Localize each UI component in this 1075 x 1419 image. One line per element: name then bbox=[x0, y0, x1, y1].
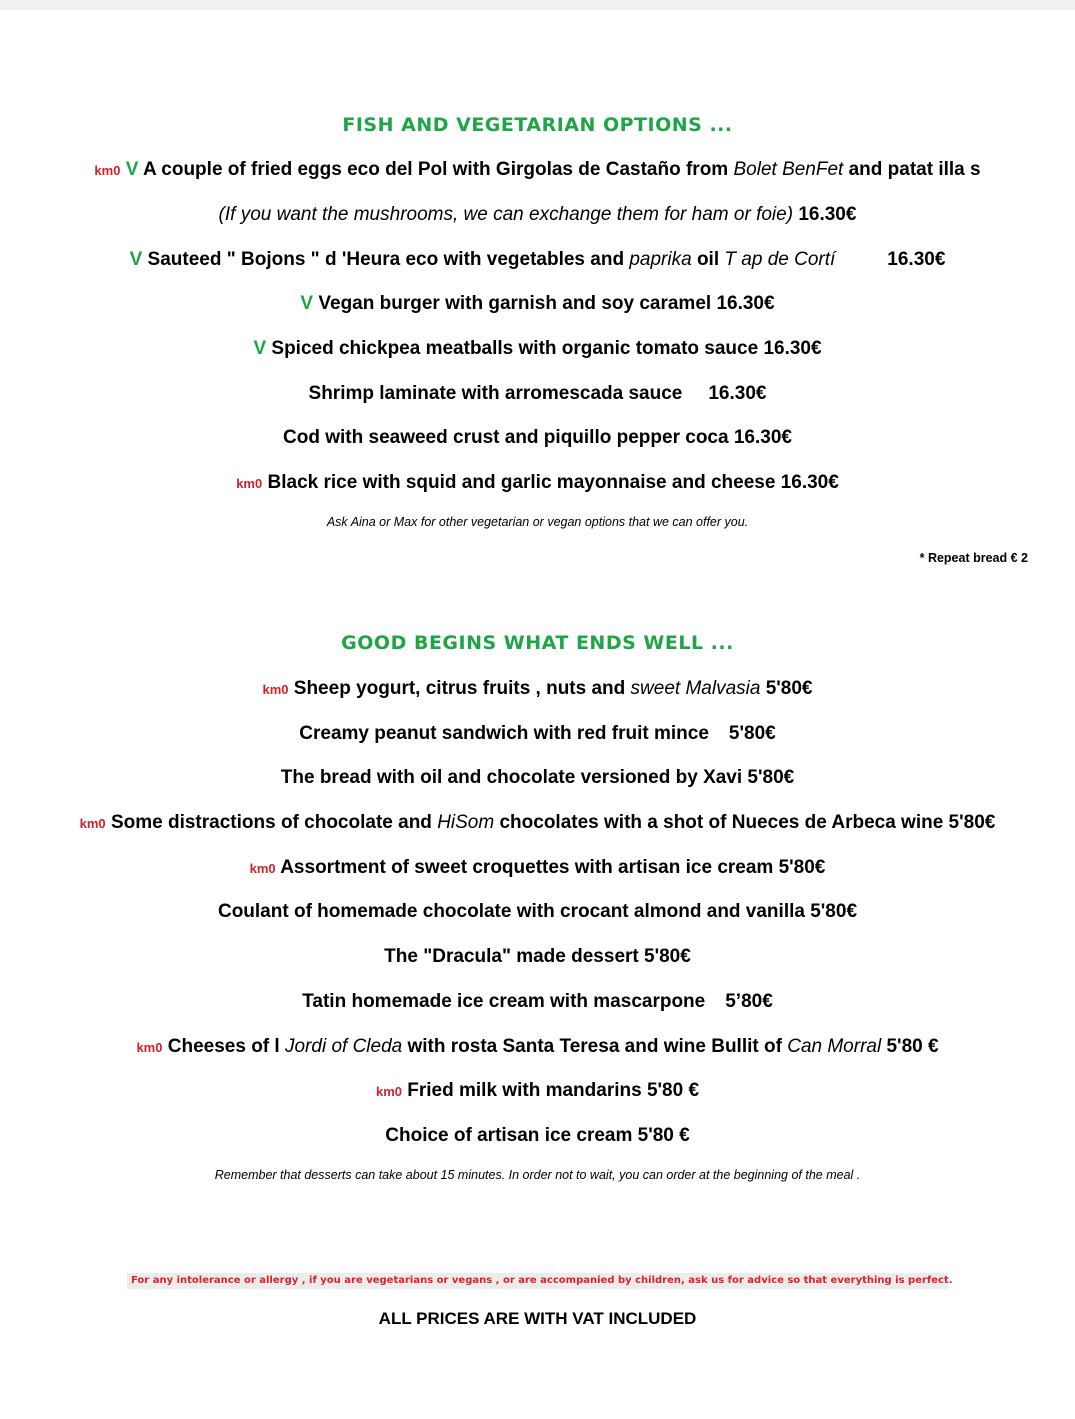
km0-badge: km0 bbox=[236, 476, 263, 491]
menu-item-cheeses bbox=[0, 1035, 1075, 1060]
vegetarian-mark: V bbox=[125, 159, 139, 180]
item-italic: sweet Malvasia bbox=[630, 678, 761, 699]
item-text: Spiced chickpea meatballs with organic tomato sauce 16.30€ bbox=[266, 338, 822, 359]
menu-item-bread-chocolate bbox=[0, 766, 1075, 790]
vegetarian-mark: V bbox=[129, 249, 143, 270]
item-text: Creamy peanut sandwich with red fruit mince bbox=[299, 723, 709, 744]
vegetarian-options-note: Ask Aina or Max for other vegetarian or vegan options that we can offer you. bbox=[326, 515, 749, 529]
item-text: The "Dracula" made dessert 5'80€ bbox=[384, 946, 691, 967]
menu-item-coulant bbox=[0, 900, 1075, 924]
item-italic: Bolet BenFet bbox=[733, 159, 844, 180]
top-strip bbox=[0, 0, 1075, 10]
menu-item-sweet-croquettes bbox=[0, 856, 1075, 881]
vat-notice: ALL PRICES ARE WITH VAT INCLUDED bbox=[378, 1309, 697, 1328]
menu-item-peanut-sandwich bbox=[0, 722, 1075, 746]
item-italic: Can Morral bbox=[787, 1036, 882, 1057]
menu-item-tatin bbox=[0, 990, 1075, 1014]
menu-item-bojons bbox=[0, 248, 1075, 272]
item-italic: HiSom bbox=[437, 812, 495, 833]
item-text: Tatin homemade ice cream with mascarpone bbox=[302, 991, 706, 1012]
item-text: Cod with seaweed crust and piquillo pepper coca 16.30€ bbox=[283, 427, 792, 448]
item-text: Some distractions of chocolate and bbox=[105, 812, 438, 833]
fish-section-heading: FISH AND VEGETARIAN OPTIONS ... bbox=[342, 114, 733, 136]
item-price: 5'80 € bbox=[881, 1036, 939, 1057]
menu-item-sheep-yogurt bbox=[0, 677, 1075, 702]
item-text: Coulant of homemade chocolate with crocant almond and vanilla 5'80€ bbox=[217, 901, 858, 922]
menu-item-shrimp bbox=[0, 382, 1075, 406]
dessert-wait-note: Remember that desserts can take about 15 minutes. In order not to wait, you can order at the beginning of the meal . bbox=[214, 1168, 861, 1182]
menu-item-mushroom-note bbox=[0, 203, 1075, 227]
item-price: 16.30€ bbox=[793, 204, 857, 225]
item-text: The bread with oil and chocolate versioned by Xavi 5'80€ bbox=[280, 767, 795, 788]
item-italic: Jordi of Cleda bbox=[284, 1036, 403, 1057]
allergy-notice: For any intolerance or allergy , if you are vegetarians or vegans , or are accompanied by children, ask us for advice so that everything is perfect. bbox=[127, 1273, 948, 1289]
km0-badge: km0 bbox=[94, 163, 121, 178]
item-price: 5'80€ bbox=[760, 678, 813, 699]
menu-item-fried-eggs bbox=[0, 158, 1075, 183]
menu-item-black-rice bbox=[0, 471, 1075, 496]
dessert-section-heading: GOOD BEGINS WHAT ENDS WELL ... bbox=[341, 632, 734, 654]
item-text: Shrimp laminate with arromescada sauce bbox=[308, 383, 683, 404]
vegetarian-mark: V bbox=[300, 293, 314, 314]
menu-item-chocolate-distractions bbox=[0, 811, 1075, 836]
menu-item-cod bbox=[0, 426, 1075, 450]
item-price: 5’80€ bbox=[725, 991, 773, 1012]
item-text: Vegan burger with garnish and soy caramel 16.30€ bbox=[313, 293, 775, 314]
menu-item-vegan-burger bbox=[0, 292, 1075, 316]
item-italic: (If you want the mushrooms, we can exchange them for ham or foie) bbox=[218, 204, 794, 225]
item-price: 16.30€ bbox=[708, 383, 767, 404]
km0-badge: km0 bbox=[136, 1040, 163, 1055]
km0-badge: km0 bbox=[249, 861, 276, 876]
item-text: Fried milk with mandarins 5'80 € bbox=[402, 1080, 700, 1101]
menu-item-dracula bbox=[0, 945, 1075, 969]
item-text: Choice of artisan ice cream 5'80 € bbox=[385, 1125, 690, 1146]
km0-badge: km0 bbox=[375, 1084, 402, 1099]
vegetarian-mark: V bbox=[253, 338, 267, 359]
repeat-bread-note: * Repeat bread € 2 bbox=[919, 551, 1028, 565]
item-price: 16.30€ bbox=[887, 249, 946, 270]
item-text: Black rice with squid and garlic mayonnaise and cheese 16.30€ bbox=[262, 472, 839, 493]
item-price: 5'80€ bbox=[728, 723, 776, 744]
item-italic: T ap de Cortí bbox=[724, 249, 836, 270]
item-text: Sheep yogurt, citrus fruits , nuts and bbox=[288, 678, 631, 699]
item-text: oil bbox=[691, 249, 725, 270]
menu-item-chickpea-meatballs bbox=[0, 337, 1075, 361]
menu-item-fried-milk bbox=[0, 1079, 1075, 1104]
item-text: Cheeses of l bbox=[162, 1036, 285, 1057]
item-text-tail: and patat illa s bbox=[843, 159, 981, 180]
item-text: Assortment of sweet croquettes with artisan ice cream 5'80€ bbox=[275, 857, 826, 878]
item-text-tail: chocolates with a shot of Nueces de Arbeca wine 5'80€ bbox=[494, 812, 996, 833]
km0-badge: km0 bbox=[262, 682, 289, 697]
item-text: Sauteed " Bojons " d 'Heura eco with vegetables and bbox=[142, 249, 630, 270]
item-text: with rosta Santa Teresa and wine Bullit of bbox=[402, 1036, 788, 1057]
km0-badge: km0 bbox=[79, 816, 106, 831]
item-italic: paprika bbox=[629, 249, 692, 270]
menu-item-ice-cream bbox=[0, 1124, 1075, 1148]
item-text: A couple of fried eggs eco del Pol with Girgolas de Castaño from bbox=[138, 159, 734, 180]
